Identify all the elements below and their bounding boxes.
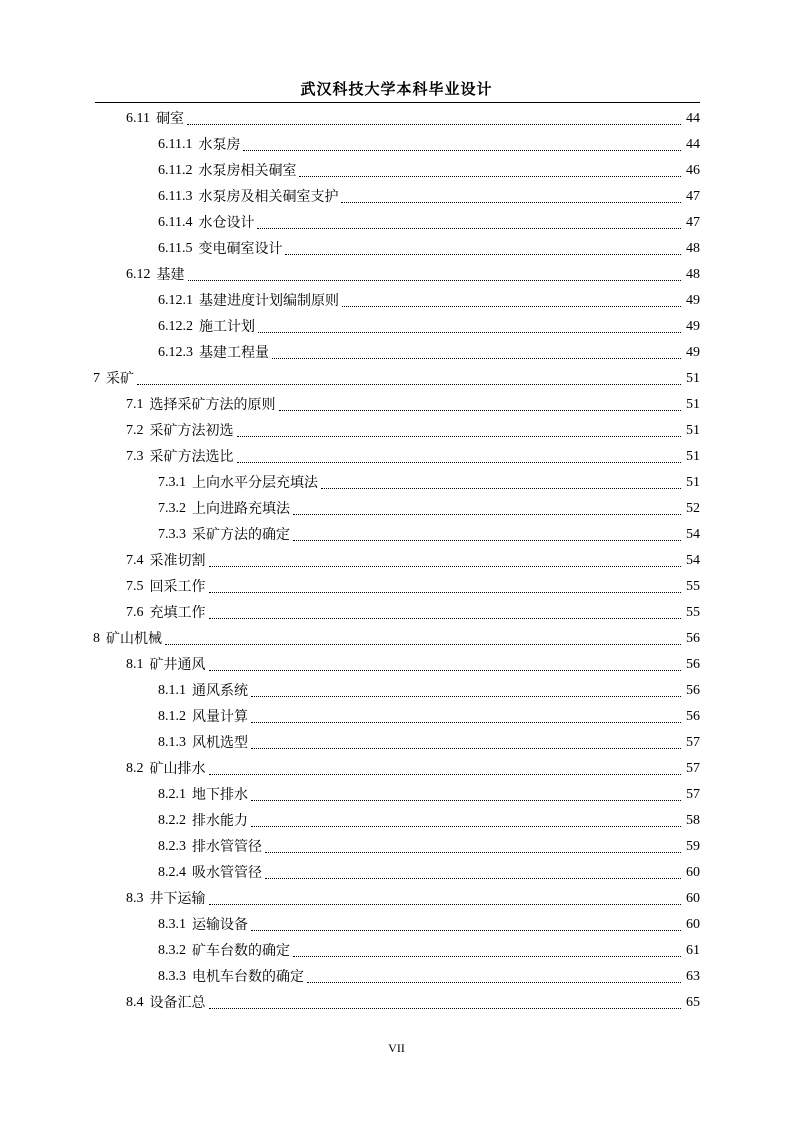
toc-entry-number: 7.1: [126, 397, 144, 412]
toc-entry-number: 8.2.1: [158, 787, 186, 802]
toc-entry-page: 47: [686, 215, 700, 230]
toc-entry[interactable]: [0, 392, 700, 418]
toc-entry-page: 48: [686, 267, 700, 282]
toc-entry-title: 运输设备: [192, 917, 248, 933]
toc-dot-leader: [285, 254, 681, 255]
toc-entry-number: 6.11.4: [158, 215, 193, 230]
toc-entry-title: 设备汇总: [149, 995, 206, 1011]
toc-entry-page: 57: [686, 787, 700, 802]
toc-dot-leader: [209, 618, 682, 619]
toc-entry-number: 8.2.2: [158, 813, 186, 828]
toc-entry-title: 变电硐室设计: [198, 241, 283, 257]
toc-entry-page: 65: [686, 995, 700, 1010]
toc-dot-leader: [209, 904, 682, 905]
toc-entry-page: 60: [686, 891, 700, 906]
toc-entry-title: 矿车台数的确定: [192, 943, 290, 959]
toc-entry-page: 63: [686, 969, 700, 984]
toc-entry[interactable]: [0, 626, 700, 652]
toc-entry-title: 通风系统: [192, 683, 248, 699]
toc-entry-number: 7.3.3: [158, 527, 186, 542]
toc-dot-leader: [321, 488, 681, 489]
toc-dot-leader: [209, 670, 682, 671]
toc-dot-leader: [251, 748, 681, 749]
toc-entry[interactable]: [0, 132, 700, 158]
toc-dot-leader: [137, 384, 681, 385]
toc-entry-page: 55: [686, 605, 700, 620]
toc-entry-page: 47: [686, 189, 700, 204]
toc-dot-leader: [209, 1008, 682, 1009]
toc-dot-leader: [209, 592, 682, 593]
toc-dot-leader: [299, 176, 681, 177]
toc-entry-number: 6.11.3: [158, 189, 193, 204]
toc-entry[interactable]: [0, 236, 700, 262]
toc-dot-leader: [341, 202, 681, 203]
toc-dot-leader: [307, 982, 681, 983]
toc-entry[interactable]: [0, 730, 700, 756]
toc-dot-leader: [187, 124, 681, 125]
toc-entry-number: 6.11: [126, 111, 150, 126]
toc-dot-leader: [279, 410, 682, 411]
toc-entry-page: 56: [686, 709, 700, 724]
toc-entry-title: 回采工作: [149, 579, 206, 595]
toc-entry-page: 49: [686, 345, 700, 360]
toc-entry[interactable]: [0, 964, 700, 990]
toc-entry-number: 6.11.1: [158, 137, 193, 152]
toc-entry-number: 7.4: [126, 553, 144, 568]
toc-entry[interactable]: [0, 574, 700, 600]
toc-entry-title: 上向进路充填法: [192, 501, 290, 517]
toc-entry-number: 7.5: [126, 579, 144, 594]
toc-entry-page: 49: [686, 293, 700, 308]
toc-dot-leader: [251, 722, 681, 723]
toc-entry-title: 水泵房及相关硐室支护: [198, 189, 339, 205]
toc-dot-leader: [251, 930, 681, 931]
toc-entry-number: 8.1.3: [158, 735, 186, 750]
toc-entry-page: 52: [686, 501, 700, 516]
toc-dot-leader: [237, 436, 682, 437]
toc-entry-number: 7.2: [126, 423, 144, 438]
toc-entry-title: 采矿: [106, 371, 134, 387]
toc-entry-title: 矿山机械: [106, 631, 162, 647]
toc-dot-leader: [165, 644, 681, 645]
toc-entry-page: 51: [686, 423, 700, 438]
toc-entry-number: 8: [93, 631, 100, 646]
toc-entry[interactable]: [0, 678, 700, 704]
toc-entry-title: 排水管管径: [192, 839, 262, 855]
toc-dot-leader: [265, 878, 681, 879]
toc-dot-leader: [265, 852, 681, 853]
toc-entry-page: 44: [686, 137, 700, 152]
toc-entry-number: 6.11.5: [158, 241, 193, 256]
toc-entry-number: 8.1.2: [158, 709, 186, 724]
toc-entry-title: 地下排水: [192, 787, 248, 803]
toc-entry-page: 51: [686, 475, 700, 490]
toc-entry-title: 采矿方法初选: [149, 423, 234, 439]
toc-entry-page: 56: [686, 683, 700, 698]
toc-entry-number: 8.1.1: [158, 683, 186, 698]
toc-entry[interactable]: [0, 314, 700, 340]
toc-entry-number: 7.6: [126, 605, 144, 620]
toc-entry-title: 上向水平分层充填法: [192, 475, 318, 491]
toc-entry-number: 7.3.2: [158, 501, 186, 516]
toc-dot-leader: [251, 800, 681, 801]
toc-entry-page: 54: [686, 527, 700, 542]
toc-entry-title: 风量计算: [192, 709, 248, 725]
toc-dot-leader: [293, 514, 681, 515]
toc-entry[interactable]: [0, 912, 700, 938]
toc-entry[interactable]: [0, 782, 700, 808]
toc-entry-page: 49: [686, 319, 700, 334]
toc-entry-title: 采矿方法的确定: [192, 527, 290, 543]
toc-entry-title: 基建进度计划编制原则: [199, 293, 339, 309]
toc-dot-leader: [243, 150, 681, 151]
toc-entry-page: 46: [686, 163, 700, 178]
toc-entry-number: 8.2.4: [158, 865, 186, 880]
toc-dot-leader: [342, 306, 681, 307]
toc-dot-leader: [209, 566, 682, 567]
toc-entry[interactable]: [0, 808, 700, 834]
toc-entry-page: 57: [686, 735, 700, 750]
header-divider: [95, 102, 700, 103]
toc-entry-page: 56: [686, 631, 700, 646]
toc-entry-number: 8.4: [126, 995, 144, 1010]
toc-entry[interactable]: [0, 834, 700, 860]
toc-entry-number: 6.12: [126, 267, 151, 282]
toc-entry-number: 6.12.1: [158, 293, 193, 308]
page-number-footer: VII: [388, 1041, 405, 1055]
toc-entry[interactable]: [0, 860, 700, 886]
toc-entry-title: 水泵房: [198, 137, 241, 153]
page-header-title: 武汉科技大学本科毕业设计: [300, 80, 493, 98]
toc-entry-title: 水泵房相关硐室: [198, 163, 297, 179]
toc-entry-number: 7: [93, 371, 100, 386]
toc-entry[interactable]: [0, 210, 700, 236]
toc-entry-number: 8.3.2: [158, 943, 186, 958]
toc-entry-title: 采准切割: [149, 553, 206, 569]
toc-entry-title: 基建: [156, 267, 185, 283]
toc-entry-title: 井下运输: [149, 891, 206, 907]
toc-entry[interactable]: [0, 288, 700, 314]
toc-entry[interactable]: [0, 990, 700, 1016]
toc-entry[interactable]: [0, 756, 700, 782]
toc-dot-leader: [257, 228, 681, 229]
toc-entry-page: 54: [686, 553, 700, 568]
toc-entry-title: 充填工作: [149, 605, 206, 621]
toc-entry-number: 6.12.3: [158, 345, 193, 360]
toc-entry-page: 58: [686, 813, 700, 828]
toc-entry-number: 6.12.2: [158, 319, 193, 334]
toc-entry[interactable]: [0, 158, 700, 184]
toc-dot-leader: [258, 332, 681, 333]
toc-entry-title: 基建工程量: [199, 345, 269, 361]
toc-entry[interactable]: [0, 184, 700, 210]
toc-dot-leader: [209, 774, 682, 775]
toc-entry[interactable]: [0, 938, 700, 964]
toc-entry-number: 7.3.1: [158, 475, 186, 490]
toc-entry-number: 8.3: [126, 891, 144, 906]
toc-dot-leader: [293, 540, 681, 541]
toc-entry-page: 55: [686, 579, 700, 594]
toc-entry-page: 61: [686, 943, 700, 958]
toc-entry[interactable]: [0, 886, 700, 912]
toc-entry-number: 8.1: [126, 657, 144, 672]
toc-dot-leader: [237, 462, 682, 463]
toc-entry[interactable]: [0, 704, 700, 730]
toc-entry-page: 60: [686, 865, 700, 880]
toc-entry-title: 电机车台数的确定: [192, 969, 304, 985]
toc-entry-title: 吸水管管径: [192, 865, 262, 881]
toc-entry-page: 60: [686, 917, 700, 932]
toc-entry-number: 8.2.3: [158, 839, 186, 854]
toc-entry-page: 56: [686, 657, 700, 672]
toc-dot-leader: [251, 826, 681, 827]
toc-entry[interactable]: [0, 522, 700, 548]
toc-entry-page: 51: [686, 371, 700, 386]
toc-entry-title: 排水能力: [192, 813, 248, 829]
toc-entry[interactable]: [0, 340, 700, 366]
toc-dot-leader: [188, 280, 682, 281]
toc-entry-number: 8.3.1: [158, 917, 186, 932]
toc-entry[interactable]: [0, 262, 700, 288]
toc-entry-title: 矿山排水: [149, 761, 206, 777]
toc-entry-page: 59: [686, 839, 700, 854]
toc-entry-title: 矿井通风: [149, 657, 206, 673]
toc-entry[interactable]: [0, 418, 700, 444]
toc-entry-title: 风机选型: [192, 735, 248, 751]
toc-entry[interactable]: [0, 652, 700, 678]
toc-entry-page: 48: [686, 241, 700, 256]
toc-entry[interactable]: [0, 600, 700, 626]
toc-entry-title: 施工计划: [199, 319, 255, 335]
toc-entry-page: 51: [686, 449, 700, 464]
toc-entry-page: 57: [686, 761, 700, 776]
toc-entry-title: 选择采矿方法的原则: [149, 397, 276, 413]
toc-entry-number: 8.3.3: [158, 969, 186, 984]
toc-entry-page: 44: [686, 111, 700, 126]
toc-entry-title: 采矿方法选比: [149, 449, 234, 465]
toc-dot-leader: [251, 696, 681, 697]
toc-entry-number: 7.3: [126, 449, 144, 464]
toc-entry[interactable]: [0, 496, 700, 522]
toc-entry-page: 51: [686, 397, 700, 412]
toc-entry[interactable]: [0, 106, 700, 132]
toc-entry-number: 8.2: [126, 761, 144, 776]
toc-entry-title: 硐室: [155, 111, 184, 127]
toc-dot-leader: [272, 358, 681, 359]
toc-entry[interactable]: [0, 444, 700, 470]
toc-entry[interactable]: [0, 470, 700, 496]
toc-entry[interactable]: [0, 366, 700, 392]
toc-entry[interactable]: [0, 548, 700, 574]
toc-dot-leader: [293, 956, 681, 957]
toc-entry-number: 6.11.2: [158, 163, 193, 178]
toc-entry-title: 水仓设计: [198, 215, 255, 231]
